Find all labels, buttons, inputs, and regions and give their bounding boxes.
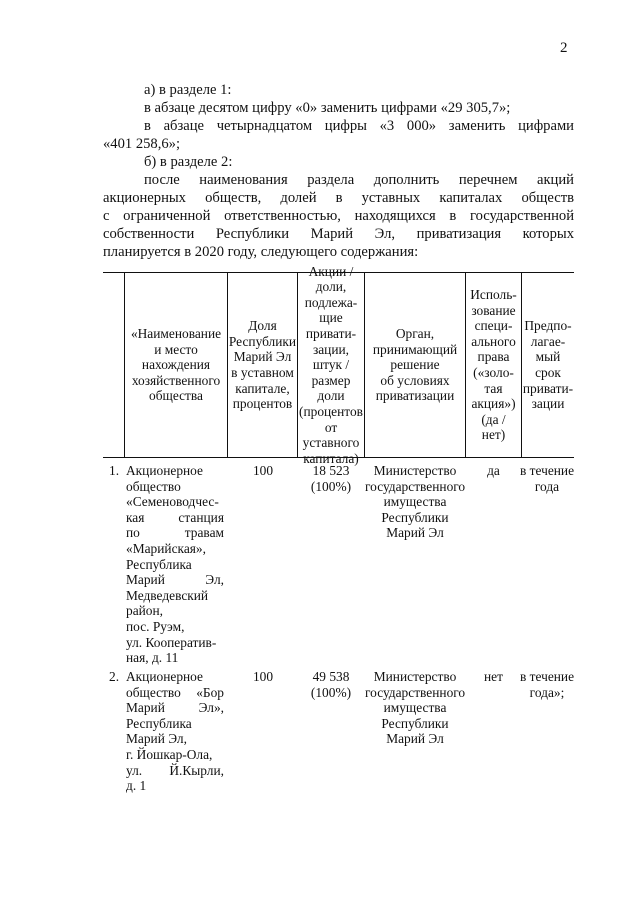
republic-share: 100 — [252, 669, 274, 684]
intro-line: «401 258,6»; — [103, 136, 181, 152]
company-name: Акционерное общество «Семеноводчес- кая станция по травам «Марийская», Республика Марий Эл, Медведевский район, пос. Руэм, ул. Кооператив- ная, д. 11 — [126, 463, 224, 666]
header-decision-body: Орган, принимающий решение об условиях приватизации — [372, 326, 458, 404]
golden-share-value: да — [487, 463, 500, 478]
privatization-term: в течение года»; — [519, 669, 575, 700]
decision-body: Министерство государственного имущества Республики Марий Эл — [365, 463, 466, 541]
intro-line: а) в разделе 1: — [144, 82, 232, 98]
decision-body: Министерство государственного имущества Республики Марий Эл — [365, 669, 466, 747]
intro-line: собственности Республики Марий Эл, приватизация которых — [103, 226, 574, 242]
privatization-table-header — [103, 263, 574, 466]
header-name: «Наименование и место нахождения хозяйственного общества — [130, 326, 222, 404]
intro-line: с ограниченной ответственностью, находящихся в государственной — [103, 208, 574, 224]
golden-share-value: нет — [484, 669, 503, 684]
intro-line: после наименования раздела дополнить перечнем акций — [144, 172, 574, 188]
page-number: 2 — [560, 40, 568, 56]
header-golden-share: Исполь- зование специ- ального права («золо- тая акция») (да / нет) — [470, 287, 517, 443]
header-term: Предпо- лагае- мый срок привати- зации — [522, 318, 574, 412]
privatization-term: в течение года — [519, 463, 575, 494]
intro-line: б) в разделе 2: — [144, 154, 233, 170]
intro-line: акционерных обществ, долей в уставных капиталах обществ — [103, 190, 574, 206]
header-share: Доля Республики Марий Эл в уставном капитале, процентов — [228, 318, 297, 412]
intro-line: в абзаце четырнадцатом цифры «3 000» заменить цифрами — [144, 118, 574, 134]
row-number: 1. — [109, 463, 120, 478]
company-name: Акционерное общество «Бор Марий Эл», Республика Марий Эл, г. Йошкар-Ола, ул. Й.Кырли, д. 1 — [126, 669, 224, 794]
intro-line: в абзаце десятом цифру «0» заменить цифрами «29 305,7»; — [144, 100, 511, 116]
republic-share: 100 — [252, 463, 274, 478]
shares-count: 18 523 (100%) — [310, 463, 352, 494]
header-shares-to-privatize: Акции / доли, подлежа- щие привати- зации, штук / размер доли (процентов от уставного капитала) — [299, 263, 363, 466]
row-number: 2. — [109, 669, 120, 684]
shares-count: 49 538 (100%) — [310, 669, 352, 700]
intro-line: планируется в 2020 году, следующего содержания: — [103, 244, 419, 260]
